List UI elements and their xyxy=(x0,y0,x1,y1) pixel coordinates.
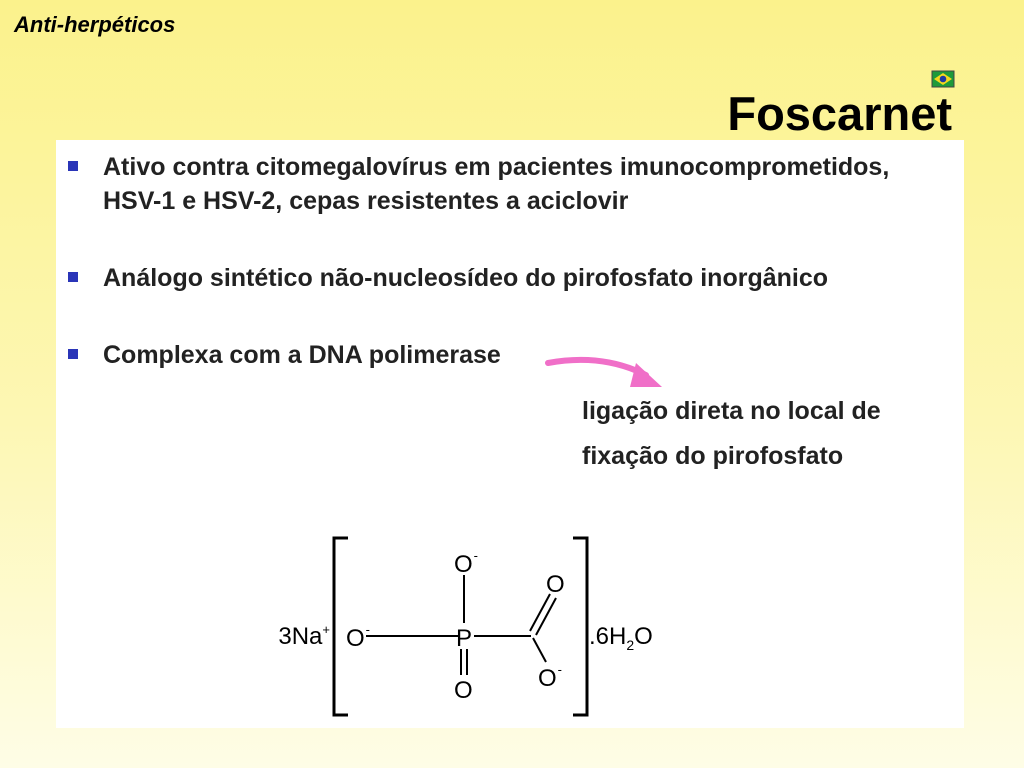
bullet-text xyxy=(103,338,501,372)
bullet-line: Ativo contra citomegalovírus em pacientes imunocomprometidos, xyxy=(103,153,890,181)
foscarnet-structure xyxy=(266,528,686,724)
atom-oxygen: O- xyxy=(346,622,371,652)
bullet-item xyxy=(68,338,501,372)
atom-oxygen: O xyxy=(454,677,473,704)
bullet-item xyxy=(68,150,889,218)
bullet-line: HSV-1 e HSV-2, cepas resistentes a aciclovir xyxy=(103,187,629,215)
annotation-line: ligação direta no local de xyxy=(582,397,881,425)
bullet-line: Complexa com a DNA polimerase xyxy=(103,341,501,369)
content-panel xyxy=(56,140,964,728)
bond-c-o-double-2 xyxy=(536,598,556,635)
atom-phosphorus: P xyxy=(456,625,473,652)
counterion: 3Na+ xyxy=(278,622,330,650)
bullet-marker-icon xyxy=(68,161,78,171)
right-bracket xyxy=(573,538,587,715)
annotation-line: fixação do pirofosfato xyxy=(582,442,844,470)
atom-oxygen: O- xyxy=(538,662,563,692)
bullet-line: Análogo sintético não-nucleosídeo do pirofosfato inorgânico xyxy=(103,264,829,292)
bullet-text xyxy=(103,261,828,295)
bullet-text xyxy=(103,150,889,218)
atom-oxygen: O xyxy=(546,571,565,598)
bullet-marker-icon xyxy=(68,272,78,282)
bullet-item xyxy=(68,261,828,295)
pink-arrow-icon xyxy=(544,345,674,395)
section-label: Anti-herpéticos xyxy=(14,12,176,37)
page-title: Foscarnet xyxy=(727,87,952,140)
hydrate-label: $.6H_2O$ xyxy=(589,623,653,653)
bullet-marker-icon xyxy=(68,349,78,359)
bond-c-o-double-1 xyxy=(530,594,550,631)
atom-oxygen: O- xyxy=(454,548,479,578)
bond-c-o-single xyxy=(533,638,546,662)
